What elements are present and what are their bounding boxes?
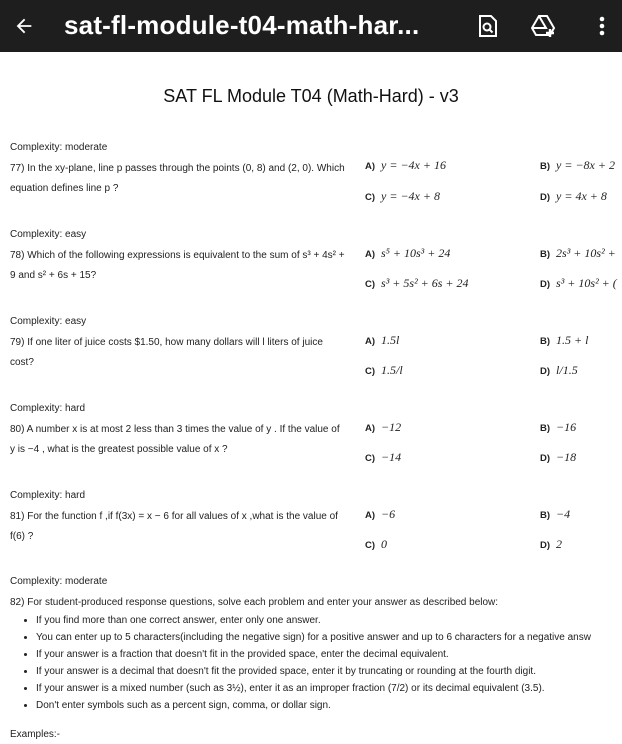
- option-a[interactable]: A) 1.5l: [365, 333, 400, 347]
- option-d[interactable]: D) y = 4x + 8: [540, 189, 607, 203]
- question-stem: 81) For the function f ,if f(3x) = x − 6 for all values of x ,what is the value of f(6) ?: [10, 511, 338, 542]
- option-d[interactable]: D) l/1.5: [540, 363, 578, 377]
- option-a[interactable]: A) y = −4x + 16: [365, 158, 446, 172]
- complexity-label: Complexity: easy: [10, 229, 87, 240]
- question-stem: 82) For student-produced response questions, solve each problem and enter your answer as described below:: [10, 597, 499, 608]
- instruction-list: [22, 612, 622, 714]
- option-c[interactable]: C) 1.5/l: [365, 363, 403, 377]
- option-c[interactable]: C) 0: [365, 537, 388, 551]
- option-b[interactable]: B) −16: [540, 420, 577, 434]
- complexity-label: Complexity: hard: [10, 403, 86, 414]
- question-81: [10, 490, 345, 547]
- option-b[interactable]: B) 2s³ + 10s² +: [540, 246, 616, 260]
- option-d[interactable]: D) s³ + 10s² + (: [540, 276, 617, 290]
- list-item: • Don't enter symbols such as a percent sign, comma, or dollar sign.: [36, 697, 622, 714]
- option-d[interactable]: D) −18: [540, 450, 577, 464]
- document-title: SAT FL Module T04 (Math-Hard) - v3: [163, 86, 459, 106]
- add-to-drive-icon[interactable]: [530, 12, 558, 40]
- examples-label: Examples:-: [10, 729, 61, 740]
- question-stem: 77) In the xy-plane, line p passes through the points (0, 8) and (2, 0). Which equation defines line p ?: [10, 163, 345, 194]
- app-bar: [0, 0, 622, 52]
- list-item: • If your answer is a mixed number (such as 3½), enter it as an improper fraction (7/2) or its decimal equivalent (3.5).: [36, 680, 622, 697]
- question-79: [10, 316, 345, 373]
- option-b[interactable]: B) 1.5 + l: [540, 333, 589, 347]
- list-item: • If your answer is a decimal that doesn't fit the provided space, enter it by truncating or rounding at the fourth digit.: [36, 663, 622, 680]
- list-item: • If your answer is a fraction that doesn't fit in the provided space, enter the decimal equivalent.: [36, 646, 622, 663]
- option-b[interactable]: B) y = −8x + 2: [540, 158, 615, 172]
- complexity-label: Complexity: easy: [10, 316, 87, 327]
- question-78: [10, 229, 345, 286]
- option-c[interactable]: C) s³ + 5s² + 6s + 24: [365, 276, 469, 290]
- complexity-label: Complexity: moderate: [10, 576, 108, 587]
- question-stem: 80) A number x is at most 2 less than 3 times the value of y . If the value of y is −4 , what is the greatest possible value of x ?: [10, 424, 340, 455]
- question-stem: 79) If one liter of juice costs $1.50, how many dollars will l liters of juice cost?: [10, 337, 323, 368]
- option-a[interactable]: A) s⁵ + 10s³ + 24: [365, 246, 451, 260]
- question-77: [10, 142, 345, 199]
- back-arrow-icon[interactable]: [8, 10, 40, 42]
- search-document-icon[interactable]: [474, 12, 502, 40]
- option-c[interactable]: C) y = −4x + 8: [365, 189, 440, 203]
- complexity-label: Complexity: moderate: [10, 142, 108, 153]
- option-b[interactable]: B) −4: [540, 507, 571, 521]
- option-c[interactable]: C) −14: [365, 450, 402, 464]
- list-item: • If you find more than one correct answer, enter only one answer.: [36, 612, 622, 629]
- file-title: sat-fl-module-t04-math-har...: [64, 10, 420, 40]
- more-vert-icon[interactable]: [588, 12, 616, 40]
- question-80: [10, 403, 345, 460]
- document-page: [0, 52, 622, 744]
- option-a[interactable]: A) −6: [365, 507, 396, 521]
- list-item: • You can enter up to 5 characters(including the negative sign) for a positive answer and up to 6 characters for a negative answ: [36, 629, 622, 646]
- complexity-label: Complexity: hard: [10, 490, 86, 501]
- option-d[interactable]: D) 2: [540, 537, 563, 551]
- question-82: [10, 576, 610, 613]
- option-a[interactable]: A) −12: [365, 420, 402, 434]
- question-stem: 78) Which of the following expressions is equivalent to the sum of s³ + 4s² + 9 and s² + 6s + 15?: [10, 250, 345, 281]
